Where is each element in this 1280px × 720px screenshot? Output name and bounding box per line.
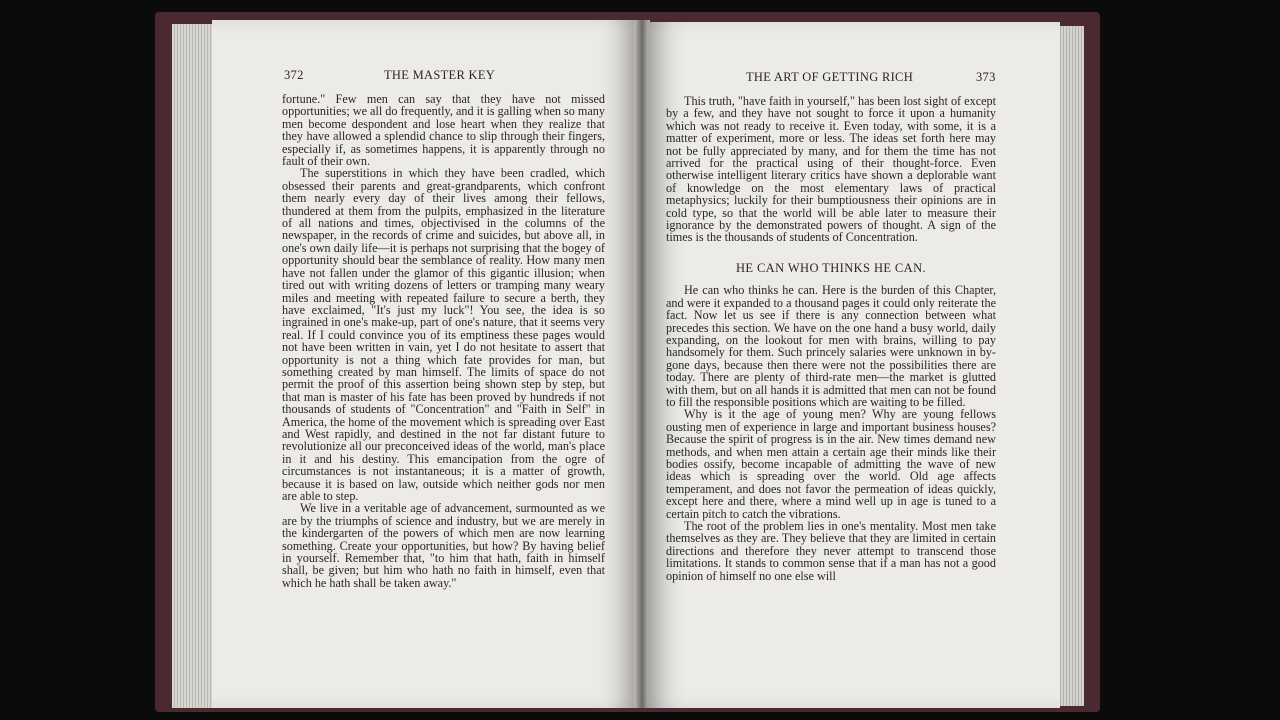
section-heading: HE CAN WHO THINKS HE CAN. [735,260,927,275]
left-page-body [282,93,605,589]
right-paragraph: Why is it the age of young men? Why are young fellows ousting men of experience in large and important business houses? Because the spirit of progress is in the air. New times demand new methods, and when men attain a certain age their minds like their bodies ossify, become incapable of admitting the wave of new ideas which is spreading over the world. Old age affects temperament, and does not favor the permeation of ideas quickly, except here and there, where a mind well up in age is tuned to a certain pitch to catch the vibrations. [666,407,996,521]
left-page-number: 372 [284,68,304,82]
right-paragraph: He can who thinks he can. Here is the burden of this Chapter, and were it expanded to a thousand pages it could only reiterate the fact. Now let us see if there is any connection between what precedes this section. We have on the one hand a busy world, daily expanding, on the lookout for men with brains, willing to pay handsomely for them. Such princely salaries were unknown in by-gone days, because then there were not the possibilities there are today. There are plenty of third-rate men—the market is glutted with them, but on all hands it is admitted that men can not be found to fill the responsible positions which are waiting to be filled. [666,283,996,409]
right-page-number: 373 [976,70,996,84]
right-paragraph: The root of the problem lies in one's mentality. Most men take themselves as they are. They believe that they are limited in certain directions and therefore they never attempt to transcend those limitations. It stands to common sense that if a man has not a good opinion of himself no one else will [666,519,996,583]
right-running-title: THE ART OF GETTING RICH [746,70,914,84]
left-page [212,20,640,708]
left-page-header [284,68,609,83]
left-paragraph: fortune." Few men can say that they have not missed opportunities; we all do frequently, and it is galling when so many men become despondent and lose heart when they realize that they have allowed a splendid chance to slip through their fingers, especially if, as sometimes happens, it is apparently through no fault of their own. [282,92,605,169]
right-page-body [666,95,996,582]
left-paragraph: The superstitions in which they have been cradled, which obsessed their parents and great-grandparents, which confront them nearly every day of their lives among their fellows, thundered at them from the pulpits, emphasized in the literature of all nations and times, objectivised in the columns of the newspaper, in the records of crime and suicides, but above all, in one's own daily life—it is perhaps not surprising that the bogey of opportunity should bear the semblance of reality. How many men have not fallen under the glamor of this gigantic illusion; when tired out with writing dozens of letters or tramping many weary miles and meeting with repeated failure to secure a berth, they have exclaimed, "It's just my luck"! You see, the idea is so ingrained in one's make-up, part of one's nature, that it seems very real. If I could convince you of its emptiness these pages would not have been written in vain, yet I do not hesitate to assert that opportunity is not a thing which fate provides for man, but something created by man himself. The limits of space do not permit the proof of this assertion being shown step by step, but that man is master of his fate has been proved by hundreds if not thousands of students of "Concentration" and "Faith in Self" in America, the home of the movement which is spreading over East and West rapidly, and destined in the not far distant future to revolutionize all our preconceived ideas of the world, man's place in it and his destiny. This emancipation from the ogre of circumstances is not instantaneous; it is a matter of growth, because it is based on law, outside which neither gods nor men are able to step. [282,166,605,503]
left-paragraph: We live in a veritable age of advancement, surmounted as we are by the triumphs of science and industry, but we are merely in the kindergarten of the powers of which men are now learning something. Create your opportunities, but how? By having belief in yourself. Remember that, "to him that hath, faith in himself shall, be given; but him who hath no faith in himself, even that which he hath shall be taken away." [282,501,605,590]
right-page [646,22,1060,708]
left-running-title: THE MASTER KEY [384,68,496,82]
right-paragraph: This truth, "have faith in yourself," has been lost sight of except by a few, and they have not sought to force it upon a humanity which was not ready to receive it. Even today, with some, it is a matter of experiment, more or less. The ideas set forth here may not be fully appreciated by many, and for them the time has not arrived for the practical using of their thought-force. Even otherwise intelligent literary critics have shown a deplorable want of knowledge on the most elementary laws of practical metaphysics; luckily for their bumptiousness their opinions are in cold type, so that the world will be able later to measure their ignorance by the demonstrated powers of thought. A sign of the times is the thousands of students of Concentration. [666,94,996,245]
right-page-edges [1058,26,1084,706]
